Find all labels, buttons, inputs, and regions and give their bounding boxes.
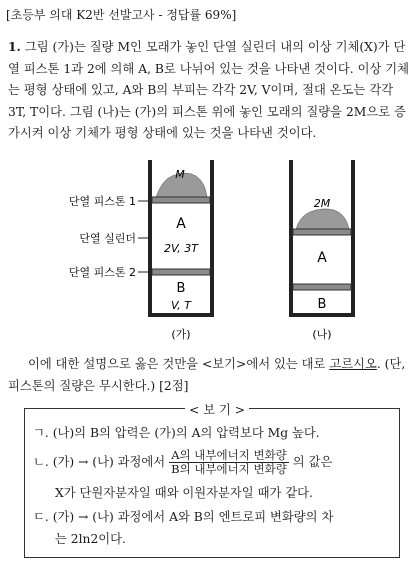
fraction-denominator: B의 내부에너지 변화량 [171,462,287,476]
bogi-item-n-post: 의 값은 [292,455,333,469]
cylinder-figure [0,160,420,350]
fraction-numerator: A의 내부에너지 변화량 [169,449,289,463]
question-prompt [8,354,412,397]
question [8,36,412,145]
question-number: 1. [8,39,21,54]
question-text: 그림 (가)는 질량 M인 모래가 놓인 단열 실린더 내의 이상 기체(X)가 단열 피스톤 1과 2에 의해 A, B로 나뉘어 있는 것을 나타낸 것이다. 이상 기체는 평형 상태에 있고, A와 B의 부피는 각각 2V, V이며, 절대 온도는 각각 3T, T이다. 그림 (나)는 (가)의 피스톤 위에 놓인 모래의 질량을 2M으로 증가시켜 이상 기체가 평형 상태에 있는 것을 나타낸 것이다. [8,40,410,140]
bogi-item-n [33,449,393,476]
piston-1 [152,197,210,203]
gas-b-label-left: B [176,281,186,296]
caption-right: (나) [312,328,332,341]
gas-a-state-left: 2V, 3T [164,242,198,255]
piston-2 [152,269,210,275]
cylinder-right [289,160,355,315]
prompt-note: . (단, 피스톤의 질량은 무시한다.) [2점] [8,357,406,393]
page-header: [초등부 의대 K2반 선발고사 - 정답률 69%] [6,8,237,22]
label-cylinder: 단열 실린더 [79,232,136,245]
sand-right [296,209,349,229]
gas-a-label-left: A [176,216,186,232]
caption-left: (가) [171,328,191,341]
piston-1-right [293,229,351,235]
bogi-item-g: ㄱ. (나)의 B의 압력은 (가)의 A의 압력보다 Mg 높다. [33,426,320,440]
label-piston-2: 단열 피스톤 2 [68,266,136,279]
sand-label-left: M [175,168,185,181]
bogi-box [24,403,400,558]
gas-b-label-right: B [317,297,327,312]
bogi-item-n-line2: X가 단원자분자일 때와 이원자분자일 때가 같다. [55,486,313,500]
bogi-item-n-pre: ㄴ. (가) → (나) 과정에서 [33,455,166,469]
bogi-item-d-line2: 는 2ln2이다. [55,532,126,546]
fraction [169,449,289,476]
bogi-item-d: ㄷ. (가) → (나) 과정에서 A와 B의 엔트로피 변화량의 차 [33,510,334,524]
sand-label-right: 2M [313,197,331,210]
bogi-title: < 보 기 > [185,400,249,418]
prompt-underlined: 고르시오 [329,357,377,371]
prompt-text: 이에 대한 설명으로 옳은 것만을 <보기>에서 있는 대로 [28,357,330,371]
piston-2-right [293,284,351,290]
gas-a-label-right: A [317,250,327,266]
label-piston-1: 단열 피스톤 1 [68,195,136,208]
gas-b-state-left: V, T [171,299,191,312]
